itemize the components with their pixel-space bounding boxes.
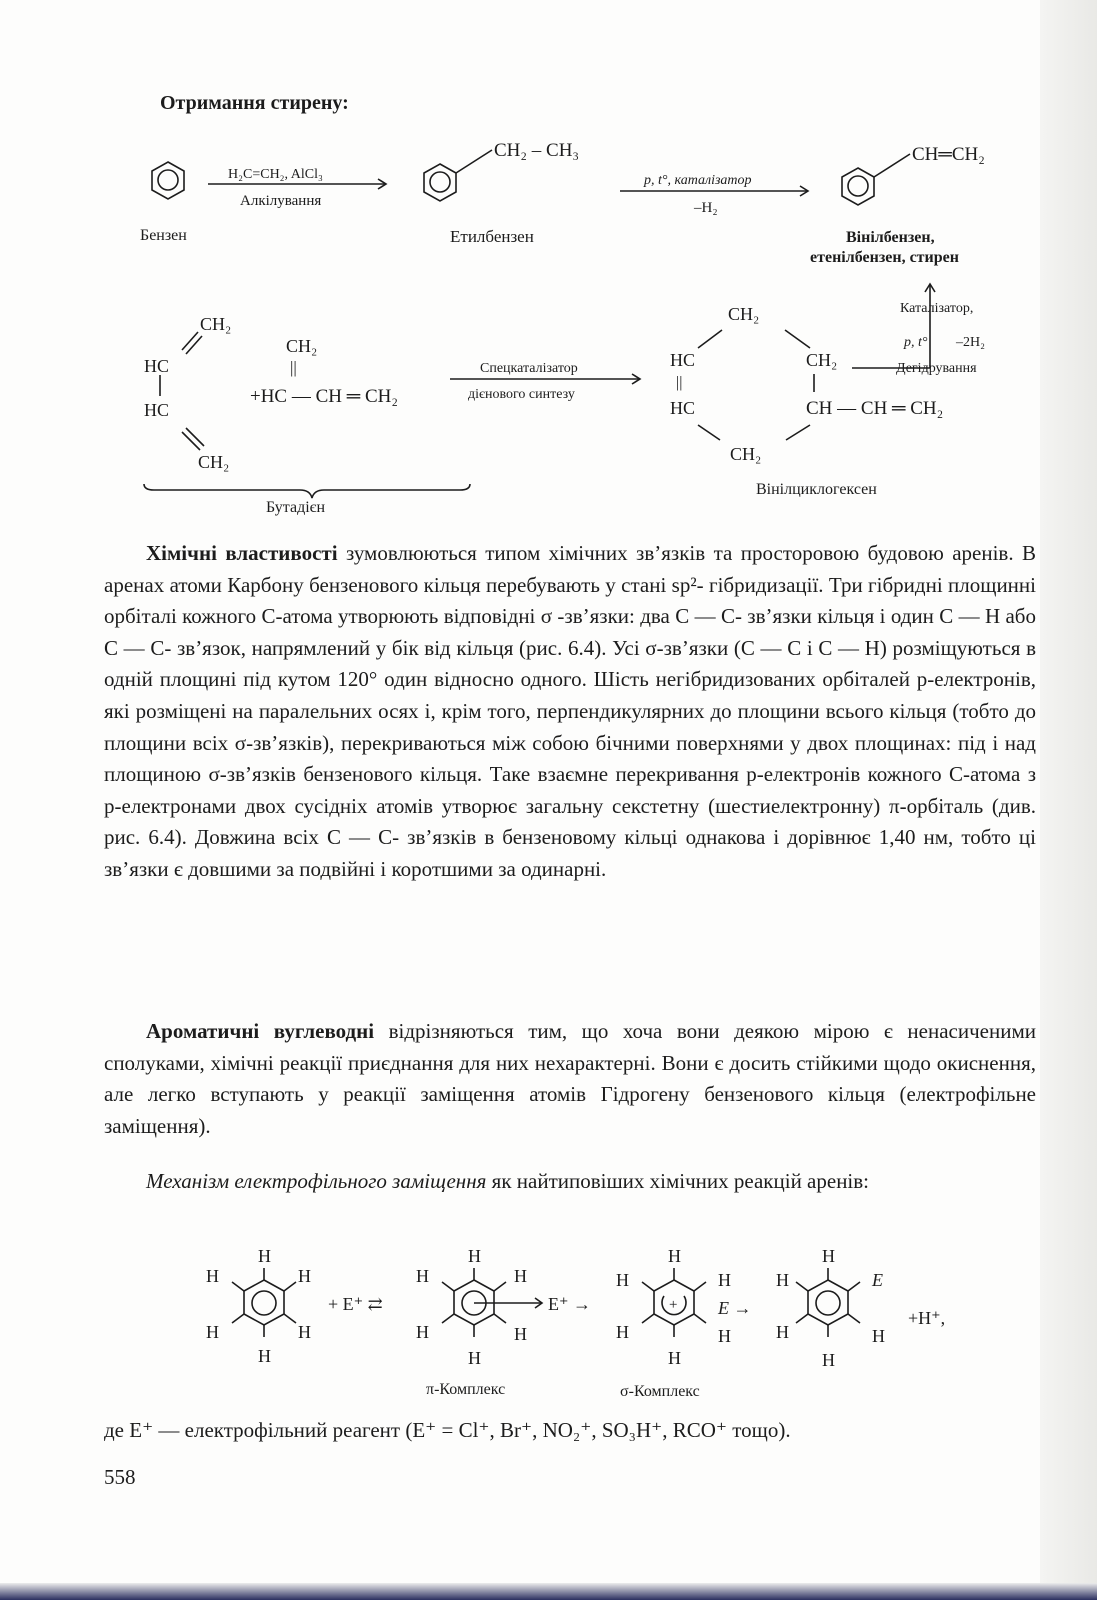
electrophile-arrow: E → bbox=[718, 1298, 752, 1318]
styrene-label-1: Вінілбензен, bbox=[846, 229, 935, 246]
styrene-label-2: етенілбензен, стирен bbox=[810, 249, 959, 266]
dehydro-conditions: p, t° bbox=[904, 335, 928, 350]
vinyl-substituent: CH═CH₂ bbox=[912, 144, 985, 165]
benzene-label: Бензен bbox=[140, 227, 187, 244]
paragraph-text: відрізняються тим, що хоча вони деякою мірою є ненасиченими сполуками, хімічні реакції приєднання для них нехарактерні. Вони є досить стійкими щодо окиснення, але легко вступають у реакції заміщення атомів Гідрогену бензенового кільця (електрофільне заміщення). bbox=[104, 1019, 1036, 1138]
ethylbenzene-label: Етилбензен bbox=[450, 227, 534, 246]
h-atom: H bbox=[718, 1270, 731, 1290]
h-atom: H bbox=[822, 1350, 835, 1370]
dienophile-ch2: CH₂ bbox=[286, 336, 318, 356]
h-atom: H bbox=[668, 1348, 681, 1368]
butadiene-brace bbox=[144, 484, 470, 498]
alkylation-reagents: H₂C=CH₂, AlCl₃ bbox=[228, 167, 323, 182]
benzene-ring bbox=[152, 162, 184, 199]
h-atom: H bbox=[616, 1322, 629, 1342]
mechanism-paragraph bbox=[104, 1166, 1036, 1198]
h-atom: H bbox=[298, 1322, 311, 1342]
electrophile-definition: де E⁺ — електрофільний реагент (E⁺ = Cl⁺, Br⁺, NO₂⁺, SO₃H⁺, RCO⁺ тощо). bbox=[104, 1418, 791, 1442]
ring-hc1: HC bbox=[670, 350, 696, 370]
h-atom: H bbox=[514, 1266, 527, 1286]
diene-catalyst-label: Спецкаталізатор bbox=[480, 361, 578, 376]
plus-electrophile: + E⁺ ⇄ bbox=[328, 1294, 383, 1314]
ring-hc2: HC bbox=[670, 398, 696, 418]
h-atom: H bbox=[872, 1326, 885, 1346]
electrophilic-substitution-mechanism bbox=[180, 1228, 1000, 1408]
h-atom: H bbox=[416, 1322, 429, 1342]
dienophile-double-bond: || bbox=[290, 358, 297, 377]
ring-vinyl-chain: CH — CH ═ CH₂ bbox=[806, 398, 944, 419]
dehydrogenation-h2: –H₂ bbox=[694, 200, 718, 216]
pi-complex-label: π-Комплекс bbox=[426, 1381, 506, 1398]
paragraph-lead: Хімічні властивості bbox=[146, 541, 338, 565]
dehydro-catalyst-label: Каталізатор, bbox=[900, 301, 974, 316]
ring-double-bond: || bbox=[676, 374, 683, 391]
electrophile-substituent: E bbox=[872, 1270, 883, 1290]
h-atom: H bbox=[468, 1348, 481, 1368]
ring-ch2-right: CH₂ bbox=[806, 350, 838, 370]
page-number: 558 bbox=[104, 1465, 136, 1489]
butadiene-ch2-top: CH₂ bbox=[200, 314, 232, 334]
h-atom: H bbox=[258, 1246, 271, 1266]
butadiene-ch2-bottom: CH₂ bbox=[198, 452, 230, 472]
dehydrogenation-label: Дегідрування bbox=[896, 361, 977, 376]
h-atom: H bbox=[668, 1246, 681, 1266]
h-atom: H bbox=[258, 1346, 271, 1366]
h-atom: H bbox=[206, 1266, 219, 1286]
ethylbenzene-ring bbox=[424, 150, 492, 201]
paragraph-text: як найтиповіших хімічних реакцій аренів: bbox=[486, 1169, 870, 1193]
h-atom: H bbox=[468, 1246, 481, 1266]
ring-ch2-top: CH₂ bbox=[728, 304, 760, 324]
chemical-properties-paragraph bbox=[104, 538, 1036, 886]
sigma-complex-label: σ-Комплекс bbox=[620, 1383, 700, 1400]
dehydro-h2: –2H₂ bbox=[956, 335, 985, 350]
ring-ch2-bottom: CH₂ bbox=[730, 444, 762, 464]
styrene-synthesis-scheme bbox=[120, 120, 1020, 520]
carbocation-plus: + bbox=[669, 1297, 678, 1313]
h-atom: H bbox=[776, 1322, 789, 1342]
h-atom: H bbox=[416, 1266, 429, 1286]
adjacent-page-edge bbox=[1040, 0, 1097, 1600]
proton-product: +H⁺, bbox=[908, 1308, 946, 1328]
h-atom: H bbox=[776, 1270, 789, 1290]
h-atom: H bbox=[298, 1266, 311, 1286]
dehydrogenation-conditions: p, t°, каталізатор bbox=[644, 173, 752, 188]
electrophile-arrow: E⁺ → bbox=[548, 1294, 591, 1314]
h-atom: H bbox=[822, 1246, 835, 1266]
paragraph-lead: Механізм електрофільного заміщення bbox=[146, 1169, 487, 1193]
dienophile-chain: +HC — CH ═ CH₂ bbox=[250, 386, 398, 407]
paragraph-lead: Ароматичні вуглеводні bbox=[146, 1019, 375, 1043]
h-atom: H bbox=[206, 1322, 219, 1342]
h-atom: H bbox=[514, 1324, 527, 1344]
h-atom: H bbox=[616, 1270, 629, 1290]
h-atom: H bbox=[718, 1326, 731, 1346]
butadiene-hc2: HC bbox=[144, 400, 170, 420]
scan-bottom-edge bbox=[0, 1583, 1097, 1600]
butadiene-label: Бутадієн bbox=[266, 499, 326, 516]
aromatic-hydrocarbons-paragraph bbox=[104, 1016, 1036, 1142]
styrene-ring bbox=[842, 154, 910, 205]
diene-synthesis-label: дієнового синтезу bbox=[468, 387, 575, 402]
ethyl-substituent: CH₂ – CH₃ bbox=[494, 140, 580, 161]
paragraph-text: зумовлюються типом хімічних зв’язків та просторовою будовою аренів. В аренах атоми Карбону бензенового кільця перебувають у стані sp²- гібридизації. Три гібридні площинні орбіталі кожного С-атома утворюють відповідні σ -зв’язки: два C — C- зв’язки кільця і один C — H або C — C- зв’язок, напрямлений у бік від кільця (рис. 6.4). Усі σ-зв’язки (C — C і C — H) розміщуються в одній площині під кутом 120° один відносно одного. Шість негібридизованих орбіталей p-електронів, які розміщені на паралельних осях і, крім того, перпендикулярних до площини всього кільця (тобто до площини всіх σ-зв’язків), перекриваються між собою бічними поверхнями у двох площинах: під і над площиною σ-зв’язків бензенового кільця. Таке взаємне перекривання p-електронів кожного С-атома з p-електронами двох сусідніх атомів утворює загальну секстетну (шестиелектронну) π-орбіталь (див. рис. 6.4). Довжина всіх C — C- зв’язків в бензеновому кільці однакова і дорівнює 1,40 нм, тобто ці зв’язки є довшими за подвійні і коротшими за одинарні. bbox=[104, 541, 1036, 881]
butadiene-hc1: HC bbox=[144, 356, 170, 376]
section-heading: Отримання стирену: bbox=[160, 92, 349, 114]
vinylcyclohexene-label: Вінілциклогексен bbox=[756, 481, 877, 498]
alkylation-label: Алкілування bbox=[240, 193, 322, 209]
